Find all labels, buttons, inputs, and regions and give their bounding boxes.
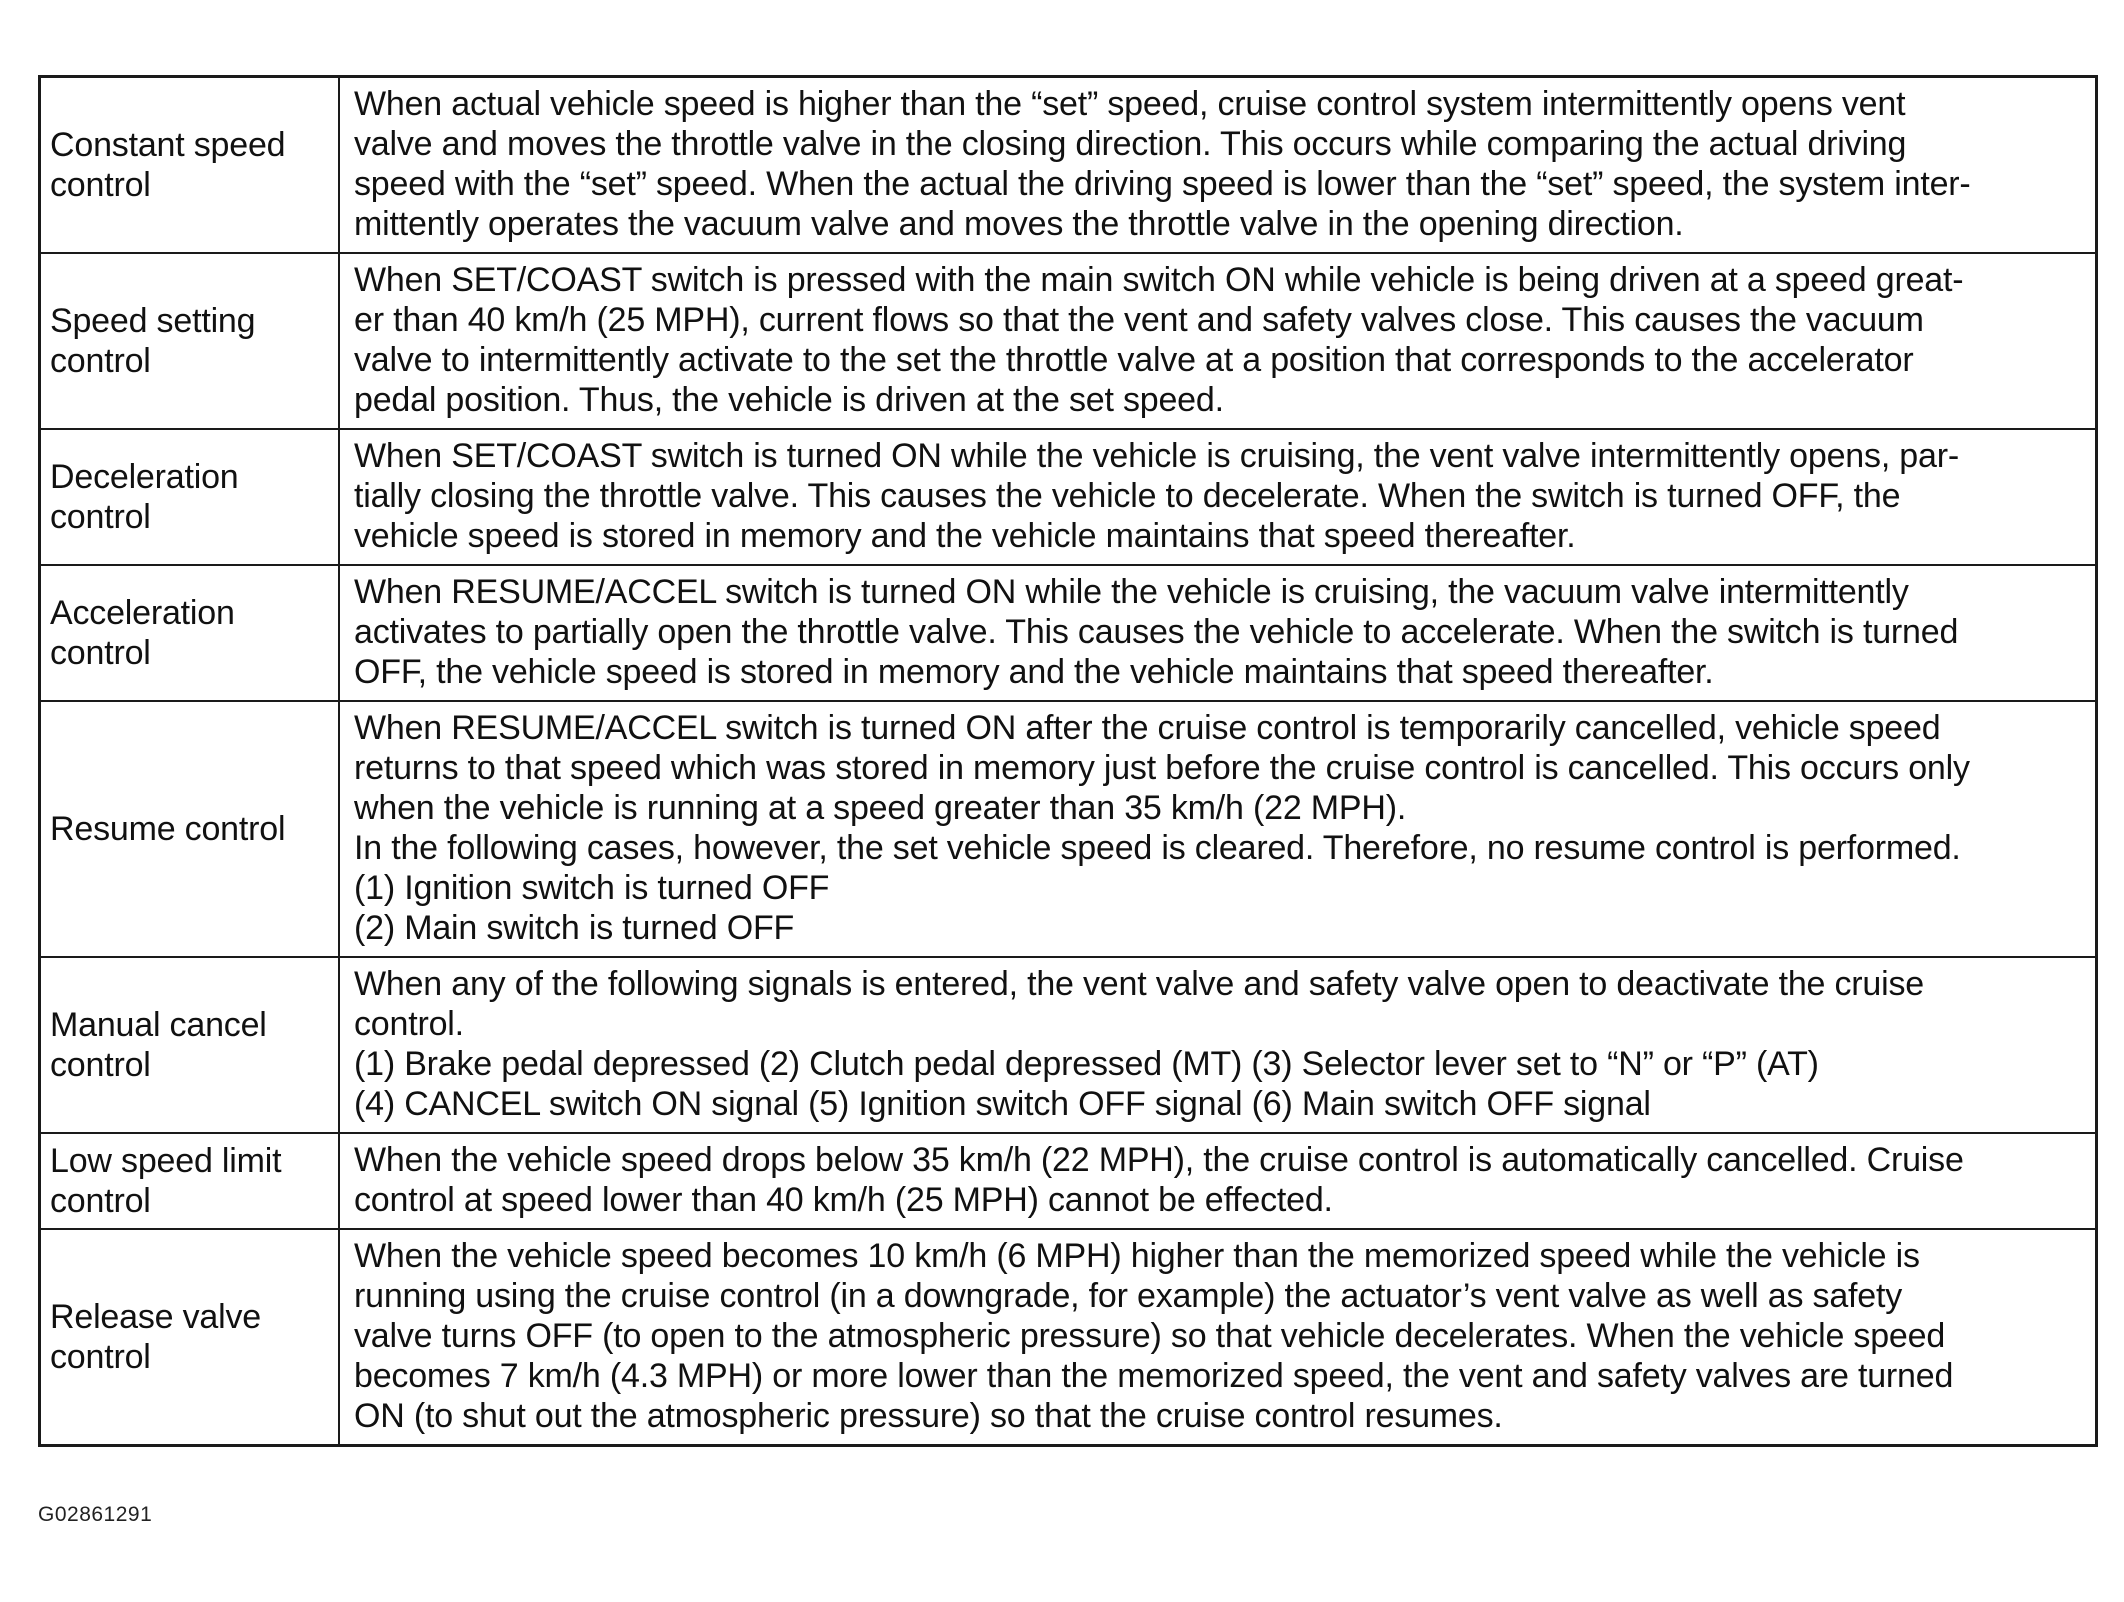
description-line: pedal position. Thus, the vehicle is driven at the set speed. bbox=[354, 381, 1224, 419]
description-line: running using the cruise control (in a downgrade, for example) the actuator’s vent valve as well as safety bbox=[354, 1277, 1903, 1315]
control-name-line: Speed setting bbox=[50, 302, 256, 340]
description-line: (1) Ignition switch is turned OFF bbox=[354, 869, 830, 907]
description-line: mittently operates the vacuum valve and moves the throttle valve in the opening direction. bbox=[354, 205, 1684, 243]
control-name-line: Constant speed bbox=[50, 126, 286, 164]
description-line: speed with the “set” speed. When the actual the driving speed is lower than the “set” speed, the system inter- bbox=[354, 165, 1971, 203]
figure-id: G02861291 bbox=[38, 1503, 153, 1526]
description-line: vehicle speed is stored in memory and the vehicle maintains that speed thereafter. bbox=[354, 517, 1576, 555]
table-row bbox=[40, 957, 2097, 1133]
control-name-cell bbox=[40, 1133, 340, 1229]
control-description-cell bbox=[339, 1133, 2097, 1229]
description-line: ON (to shut out the atmospheric pressure) so that the cruise control resumes. bbox=[354, 1397, 1503, 1435]
control-name-line: Resume control bbox=[50, 810, 286, 848]
control-name-cell bbox=[40, 957, 340, 1133]
description-line: In the following cases, however, the set vehicle speed is cleared. Therefore, no resume control is performed. bbox=[354, 829, 1961, 867]
control-name-cell bbox=[40, 429, 340, 565]
description-line: (1) Brake pedal depressed (2) Clutch pedal depressed (MT) (3) Selector lever set to “N” or “P” (AT) bbox=[354, 1045, 1819, 1083]
description-line: When actual vehicle speed is higher than the “set” speed, cruise control system intermittently opens vent bbox=[354, 85, 1906, 123]
description-line: When the vehicle speed drops below 35 km/h (22 MPH), the cruise control is automatically cancelled. Cruise bbox=[354, 1141, 1964, 1179]
table-row bbox=[40, 253, 2097, 429]
table-row bbox=[40, 77, 2097, 254]
description-line: When SET/COAST switch is pressed with the main switch ON while vehicle is being driven at a speed great- bbox=[354, 261, 1964, 299]
control-name-cell bbox=[40, 253, 340, 429]
table-row bbox=[40, 565, 2097, 701]
cruise-control-function-table bbox=[38, 75, 2098, 1447]
description-line: When the vehicle speed becomes 10 km/h (6 MPH) higher than the memorized speed while the vehicle is bbox=[354, 1237, 1920, 1275]
description-line: becomes 7 km/h (4.3 MPH) or more lower than the memorized speed, the vent and safety valves are turned bbox=[354, 1357, 1954, 1395]
control-description-cell bbox=[339, 77, 2097, 254]
description-line: When RESUME/ACCEL switch is turned ON while the vehicle is cruising, the vacuum valve intermittently bbox=[354, 573, 1909, 611]
description-line: (4) CANCEL switch ON signal (5) Ignition switch OFF signal (6) Main switch OFF signal bbox=[354, 1085, 1651, 1123]
control-name-cell bbox=[40, 701, 340, 957]
control-name-line: Acceleration bbox=[50, 594, 235, 632]
description-line: valve turns OFF (to open to the atmospheric pressure) so that vehicle decelerates. When the vehicle speed bbox=[354, 1317, 1946, 1355]
control-description-cell bbox=[339, 701, 2097, 957]
table-row bbox=[40, 701, 2097, 957]
description-line: valve and moves the throttle valve in the closing direction. This occurs while comparing the actual driving bbox=[354, 125, 1907, 163]
description-line: (2) Main switch is turned OFF bbox=[354, 909, 795, 947]
description-line: control at speed lower than 40 km/h (25 MPH) cannot be effected. bbox=[354, 1181, 1333, 1219]
description-line: er than 40 km/h (25 MPH), current flows so that the vent and safety valves close. This causes the vacuum bbox=[354, 301, 1924, 339]
control-name-cell bbox=[40, 1229, 340, 1446]
description-line: When RESUME/ACCEL switch is turned ON after the cruise control is temporarily cancelled, vehicle speed bbox=[354, 709, 1941, 747]
description-line: valve to intermittently activate to the set the throttle valve at a position that corresponds to the accelerator bbox=[354, 341, 1914, 379]
control-name-line: Deceleration bbox=[50, 458, 239, 496]
control-name-cell bbox=[40, 77, 340, 254]
control-description-cell bbox=[339, 253, 2097, 429]
control-name-line: Low speed limit bbox=[50, 1142, 282, 1180]
control-name-line: Manual cancel bbox=[50, 1006, 267, 1044]
control-name-line: control bbox=[50, 634, 151, 672]
control-name-line: control bbox=[50, 498, 151, 536]
control-description-cell bbox=[339, 565, 2097, 701]
control-name-line: control bbox=[50, 1046, 151, 1084]
control-description-cell bbox=[339, 1229, 2097, 1446]
description-line: When SET/COAST switch is turned ON while the vehicle is cruising, the vent valve intermittently opens, par- bbox=[354, 437, 1959, 475]
control-name-line: control bbox=[50, 166, 151, 204]
table-body bbox=[40, 77, 2097, 1446]
table-row bbox=[40, 429, 2097, 565]
control-name-line: control bbox=[50, 1182, 151, 1220]
description-line: activates to partially open the throttle valve. This causes the vehicle to accelerate. When the switch is turned bbox=[354, 613, 1959, 651]
control-description-cell bbox=[339, 429, 2097, 565]
control-name-line: Release valve bbox=[50, 1298, 261, 1336]
table-row bbox=[40, 1229, 2097, 1446]
description-line: OFF, the vehicle speed is stored in memory and the vehicle maintains that speed thereafter. bbox=[354, 653, 1714, 691]
description-line: when the vehicle is running at a speed greater than 35 km/h (22 MPH). bbox=[354, 789, 1407, 827]
control-name-cell bbox=[40, 565, 340, 701]
control-description-cell bbox=[339, 957, 2097, 1133]
description-line: returns to that speed which was stored in memory just before the cruise control is cancelled. This occurs only bbox=[354, 749, 1970, 787]
description-line: tially closing the throttle valve. This causes the vehicle to decelerate. When the switch is turned OFF, the bbox=[354, 477, 1901, 515]
description-line: control. bbox=[354, 1005, 464, 1043]
control-name-line: control bbox=[50, 1338, 151, 1376]
description-line: When any of the following signals is entered, the vent valve and safety valve open to deactivate the cruise bbox=[354, 965, 1924, 1003]
control-name-line: control bbox=[50, 342, 151, 380]
table-row bbox=[40, 1133, 2097, 1229]
